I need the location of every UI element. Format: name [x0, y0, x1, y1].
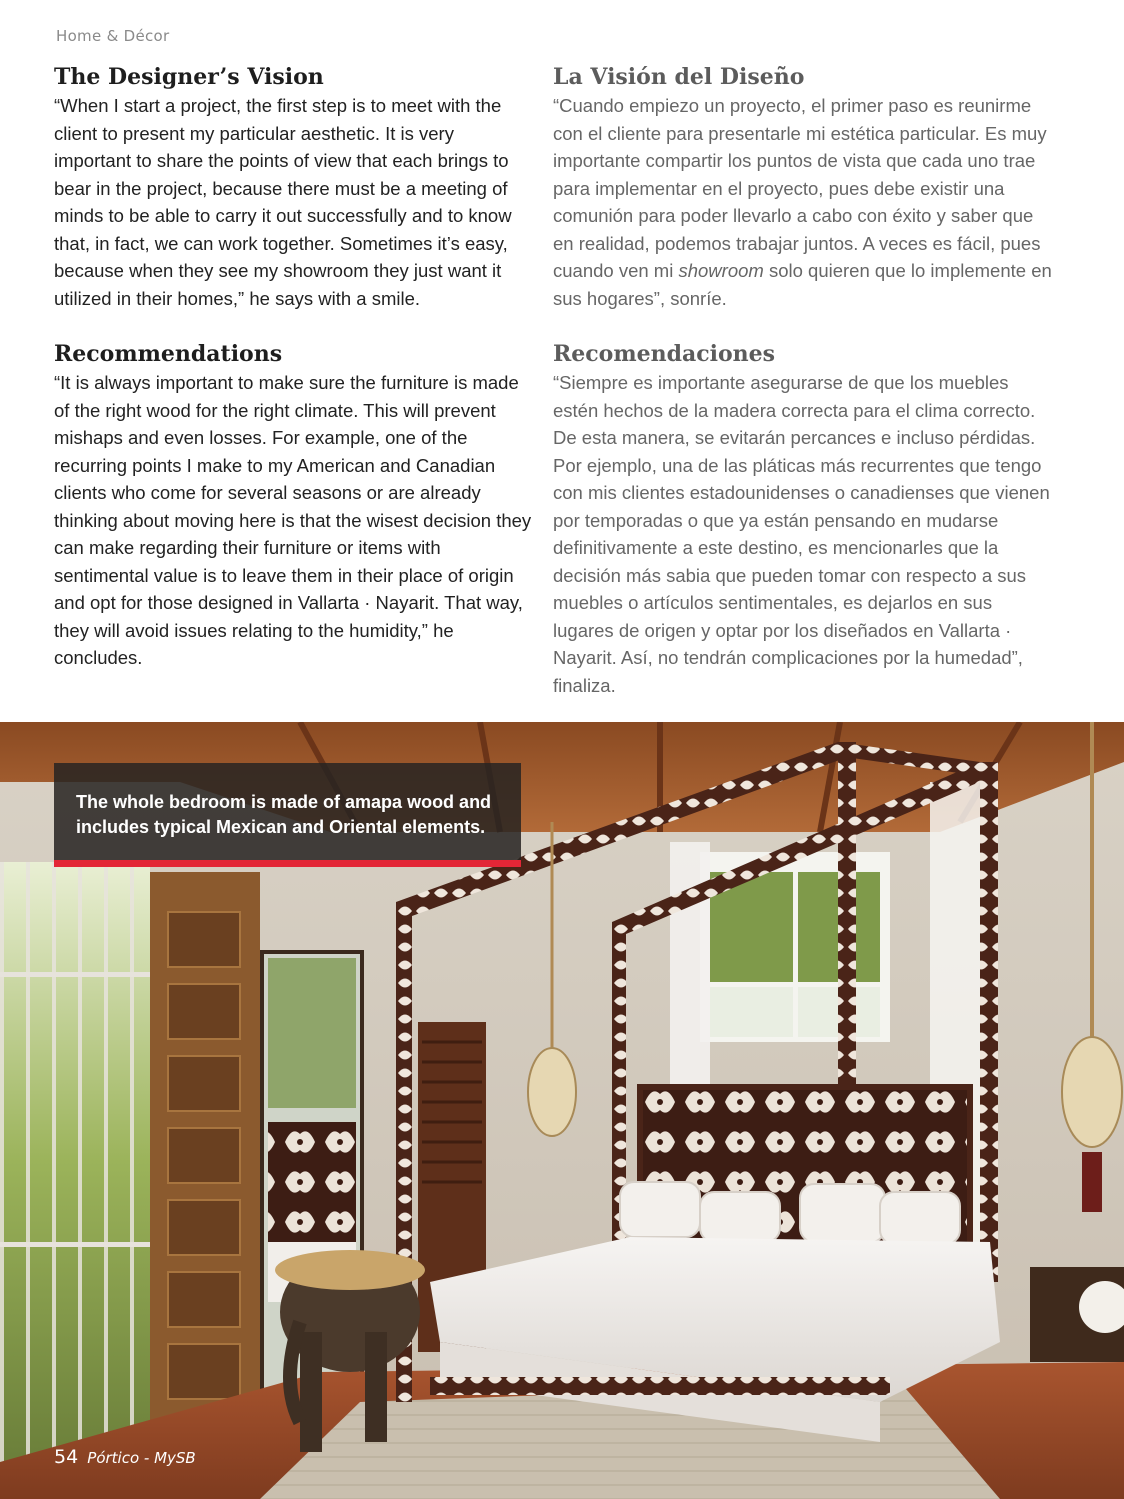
- heading-designers-vision: The Designer’s Vision: [54, 64, 324, 90]
- photo-caption: The whole bedroom is made of amapa wood and includes typical Mexican and Oriental elements.: [76, 792, 492, 837]
- section-label: Home & Décor: [56, 27, 170, 45]
- paragraph-part: “Cuando empiezo un proyecto, el primer paso es reunirme con el cliente para presentarle mi estética particular. Es muy importante compartir los puntos de vista que cada uno trae para implementar en el proyecto, pues debe existir una comunión para poder llevarlo a cabo con éxito y saber que en realidad, podemos trabajar juntos. A veces es fácil, pues cuando ven mi: [553, 95, 1047, 281]
- paragraph-designers-vision: “When I start a project, the first step is to meet with the client to present my particular aesthetic. It is very important to share the points of view that each brings to bear in the project, because there must be a meeting of minds to be able to carry it out successfully and to know that, in fact, we can work together. Sometimes it’s easy, because when they see my showroom they just want it utilized in their homes,” he says with a smile.: [54, 95, 512, 309]
- heading-vision-del-diseno: La Visión del Diseño: [553, 64, 805, 90]
- page-number: 54: [54, 1446, 79, 1468]
- paragraph-vision-del-diseno: [553, 92, 1053, 312]
- publication-name: Pórtico - MySB: [87, 1449, 196, 1467]
- english-column: [54, 62, 534, 672]
- page-footer: [54, 1446, 196, 1468]
- spanish-column: [553, 62, 1053, 699]
- paragraph-recomendaciones: “Siempre es importante asegurarse de que los muebles estén hechos de la madera correcta para el clima correcto. De esta manera, se evitarán percances e incluso pérdidas. Por ejemplo, una de las pláticas más recurrentes que tengo con mis clientes estadounidenses o canadienses que vienen por temporadas o que ya están pensando en mudarse definitivamente a este destino, es mencionarles que la decisión más sabia que pueden tomar con respecto a sus muebles o artículos sentimentales, es dejarlos en sus lugares de origen y optar por los diseñados en Vallarta · Nayarit. Así, no tendrán complicaciones por la humedad”, finaliza.: [553, 372, 1050, 696]
- paragraph-recommendations: “It is always important to make sure the furniture is made of the right wood for the right climate. This will prevent mishaps and even losses. For example, one of the recurring points I make to my American and Canadian clients who come for several seasons or are already thinking about moving here is that the wisest decision they can make regarding their furniture or items with sentimental value is to leave them in their place of origin and opt for those designed in Vallarta · Nayarit. That way, they will avoid issues relating to the humidity,” he concludes.: [54, 372, 532, 668]
- paragraph-part: solo quieren que lo implemente en sus hogares”, sonríe.: [553, 260, 1052, 309]
- photo-caption-box: [54, 763, 521, 867]
- heading-recomendaciones: Recomendaciones: [553, 341, 776, 367]
- heading-recommendations: Recommendations: [54, 341, 283, 367]
- italic-showroom: showroom: [678, 260, 764, 281]
